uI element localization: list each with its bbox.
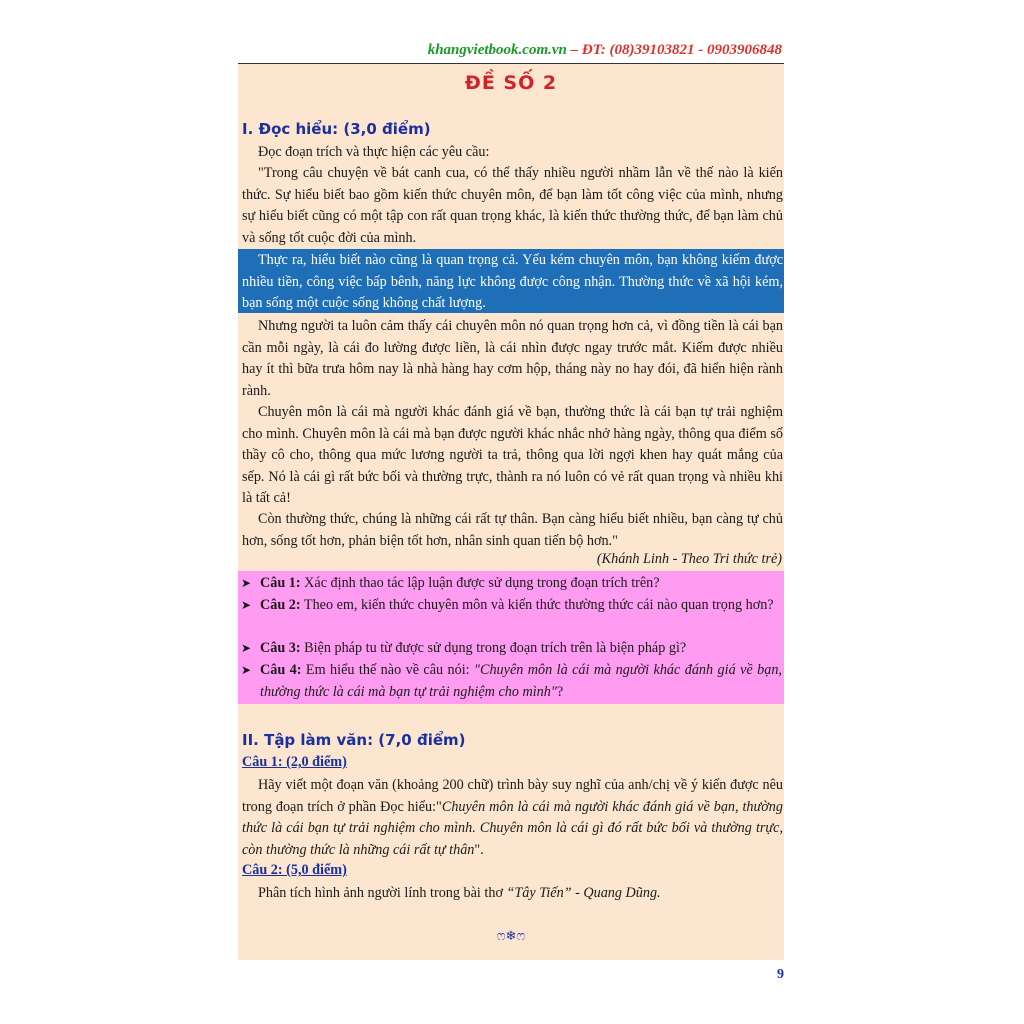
essay-question-2-label: Câu 2: (5,0 điểm) — [242, 862, 347, 878]
arrow-bullet-icon: ➤ — [241, 576, 252, 590]
essay-question-1-text: Hãy viết một đoạn văn (khoảng 200 chữ) trình bày suy nghĩ của anh/chị về ý kiến được nêu trong đoạn trích ở phần Đọc hiểu:"Chuyên môn là cái mà người khác đánh giá về bạn, thường thức là cái bạn tự trải nghiệm cho mình. Chuyên môn là cái gì đó rất bức bối và thường trực, còn thường thức là những cái rất tự thân". — [242, 777, 783, 858]
questions-block — [238, 571, 784, 704]
header-contact: – ĐT: (08)39103821 - 0903906848 — [570, 42, 782, 58]
section1-heading: I. Đọc hiểu: (3,0 điểm) — [242, 120, 431, 138]
question-3: ➤ Câu 3: Biện pháp tu từ được sử dụng trong đoạn trích trên là biện pháp gì? — [260, 638, 782, 660]
section2-heading: II. Tập làm văn: (7,0 điểm) — [242, 731, 466, 749]
ornament-divider-icon: ෆ❄ෆ — [496, 929, 526, 944]
page-number: 9 — [777, 967, 784, 982]
passage-para-1: "Trong câu chuyện về bát canh cua, có thể thấy nhiều người nhầm lẫn về thế nào là kiến thức. Sự hiểu biết bao gồm kiến thức chuyên môn, để bạn làm tốt công việc của mình, nhưng sự hiểu biết cũng có một tập con rất quan trọng khác, là kiến thức thường thức, để bạn làm chủ và sống tốt cuộc đời của mình. — [242, 165, 783, 246]
instruction-text: Đọc đoạn trích và thực hiện các yêu cầu: — [258, 144, 490, 160]
passage-para-4: Chuyên môn là cái mà người khác đánh giá về bạn, thường thức là cái bạn tự trải nghiệm cho mình. Chuyên môn là cái mà bạn được người khác nhắc nhở hàng ngày, thông qua điểm số thầy cô cho, thông qua mức lương người ta trả, thông qua lời ngợi khen hay quát mắng của sếp. Nó là cái gì rất bức bối và thường trực, thành ra nó luôn có vẻ rất quan trọng và nhiều khi là tất cả! — [242, 404, 783, 507]
passage-para-3: Nhưng người ta luôn cảm thấy cái chuyên môn nó quan trọng hơn cả, vì đồng tiền là cái bạn cần mỗi ngày, là cái đo lường được liền, là cái nhìn được ngay trước mắt. Kiếm được nhiều hay ít thì bữa trưa hôm nay là nhà hàng hay cơm hộp, tháng này no hay đói, đã hiển hiện rành rành. — [242, 318, 783, 399]
question-2: ➤ Câu 2: Theo em, kiến thức chuyên môn và kiến thức thường thức cái nào quan trọng hơn? — [260, 595, 782, 617]
question-1: ➤ Câu 1: Xác định thao tác lập luận được sử dụng trong đoạn trích trên? — [260, 573, 782, 595]
page-content — [238, 64, 784, 960]
page-header — [238, 42, 784, 64]
essay-question-2-text: Phân tích hình ảnh người lính trong bài thơ “Tây Tiến” - Quang Dũng. — [258, 885, 661, 901]
essay-question-1-label: Câu 1: (2,0 điểm) — [242, 754, 347, 770]
header-site: khangvietbook.com.vn — [427, 42, 567, 58]
question-4: ➤ Câu 4: Em hiểu thế nào về câu nói: "Chuyên môn là cái mà người khác đánh giá về bạn, thường thức là cái mà bạn tự trải nghiệm cho mình"? — [241, 662, 782, 700]
exam-title: ĐỀ SỐ 2 — [464, 72, 558, 94]
passage-source: (Khánh Linh - Theo Tri thức trẻ) — [596, 551, 782, 567]
arrow-bullet-icon: ➤ — [241, 663, 252, 677]
arrow-bullet-icon: ➤ — [241, 641, 252, 655]
passage-para-5: Còn thường thức, chúng là những cái rất tự thân. Bạn càng hiểu biết nhiều, bạn càng tự chủ hơn, sống tốt hơn, phản biện tốt hơn, nhân sinh quan tiến bộ hơn." — [242, 511, 783, 549]
passage-para-2-highlight: Thực ra, hiểu biết nào cũng là quan trọng cả. Yếu kém chuyên môn, bạn không kiếm được nhiều tiền, công việc bấp bênh, năng lực không được công nhận. Thường thức về xã hội kém, bạn sống một cuộc sống không chất lượng. — [238, 249, 784, 313]
arrow-bullet-icon: ➤ — [241, 598, 252, 612]
